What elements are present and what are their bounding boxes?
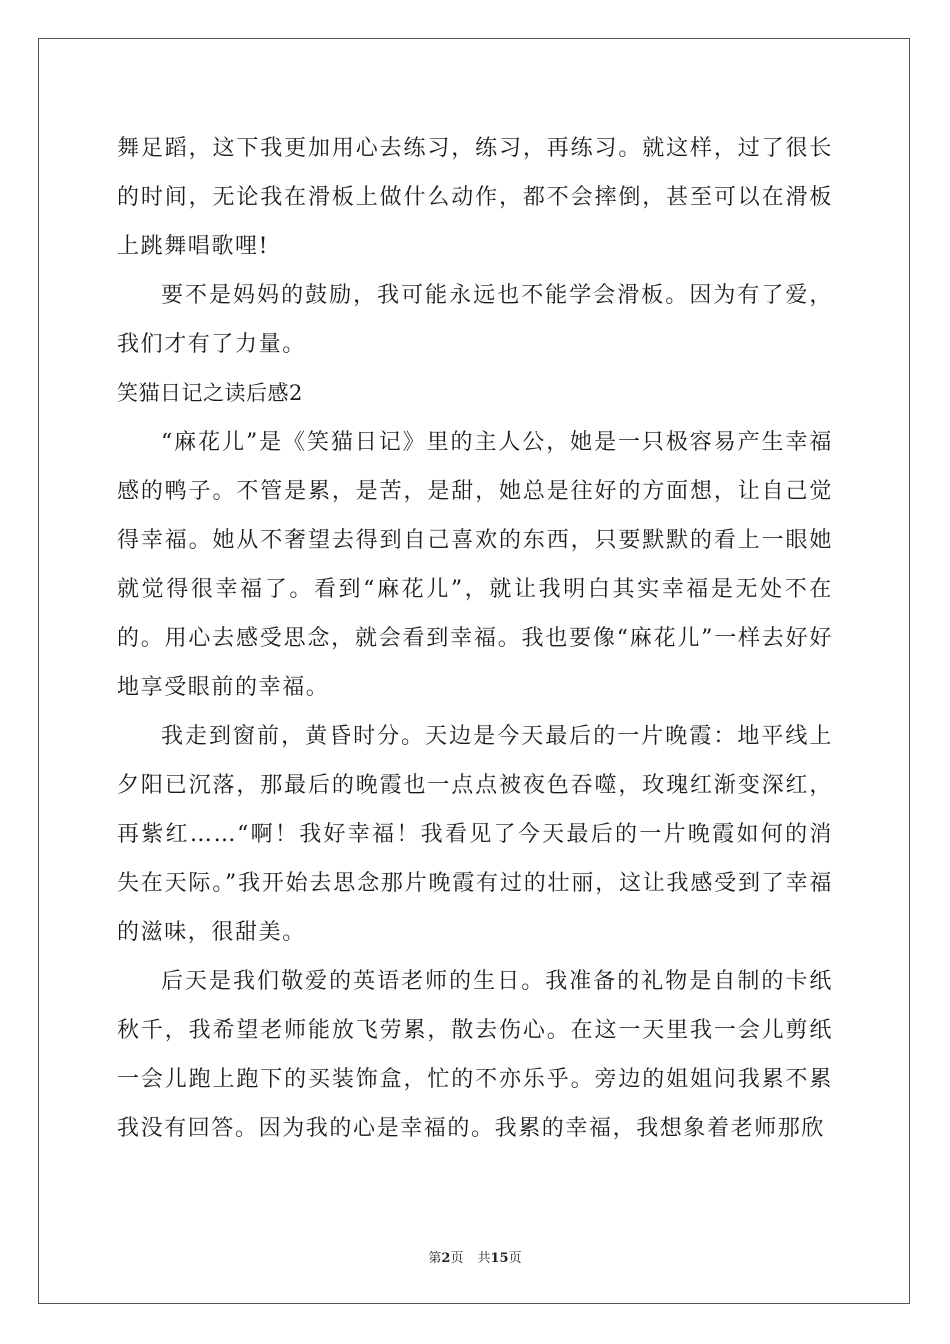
paragraph-5: 后天是我们敬爱的英语老师的生日。我准备的礼物是自制的卡纸秋千，我希望老师能放飞劳累，散去伤心。在这一天里我一会儿剪纸一会儿跑上跑下的买装饰盒，忙的不亦乐乎。旁边的姐姐问我累不累我没有回答。因为我的心是幸福的。我累的幸福，我想象着老师那欣 (117, 969, 833, 1141)
paragraph-1: 舞足蹈，这下我更加用心去练习，练习，再练习。就这样，过了很长的时间，无论我在滑板上做什么动作，都不会摔倒，甚至可以在滑板上跳舞唱歌哩! (117, 136, 833, 259)
paragraph-2: 要不是妈妈的鼓励，我可能永远也不能学会滑板。因为有了爱，我们才有了力量。 (117, 283, 833, 357)
footer-total-pages: 15 (490, 1251, 509, 1266)
paragraph-3: “麻花儿”是《笑猫日记》里的主人公，她是一只极容易产生幸福感的鸭子。不管是累，是苦，是甜，她总是往好的方面想，让自己觉得幸福。她从不奢望去得到自己喜欢的东西，只要默默的看上一眼她就觉得很幸福了。看到“麻花儿”，就让我明白其实幸福是无处不在的。用心去感受思念，就会看到幸福。我也要像“麻花儿”一样去好好地享受眼前的幸福。 (117, 430, 833, 700)
footer-prefix: 第 (428, 1251, 442, 1266)
footer-total-suffix: 页 (508, 1251, 522, 1266)
footer-page-suffix: 页 (450, 1251, 464, 1266)
footer-total-prefix: 共 (477, 1251, 491, 1266)
section-heading: 笑猫日记之读后感2 (117, 381, 303, 405)
footer-page-number: 2 (441, 1251, 451, 1266)
page-footer (0, 1247, 950, 1266)
paragraph-4: 我走到窗前，黄昏时分。天边是今天最后的一片晚霞：地平线上夕阳已沉落，那最后的晚霞也一点点被夜色吞噬，玫瑰红渐变深红，再紫红……“啊！我好幸福！我看见了今天最后的一片晚霞如何的消失在天际。”我开始去思念那片晚霞有过的壮丽，这让我感受到了幸福的滋味，很甜美。 (117, 724, 833, 945)
document-body (117, 124, 833, 1153)
